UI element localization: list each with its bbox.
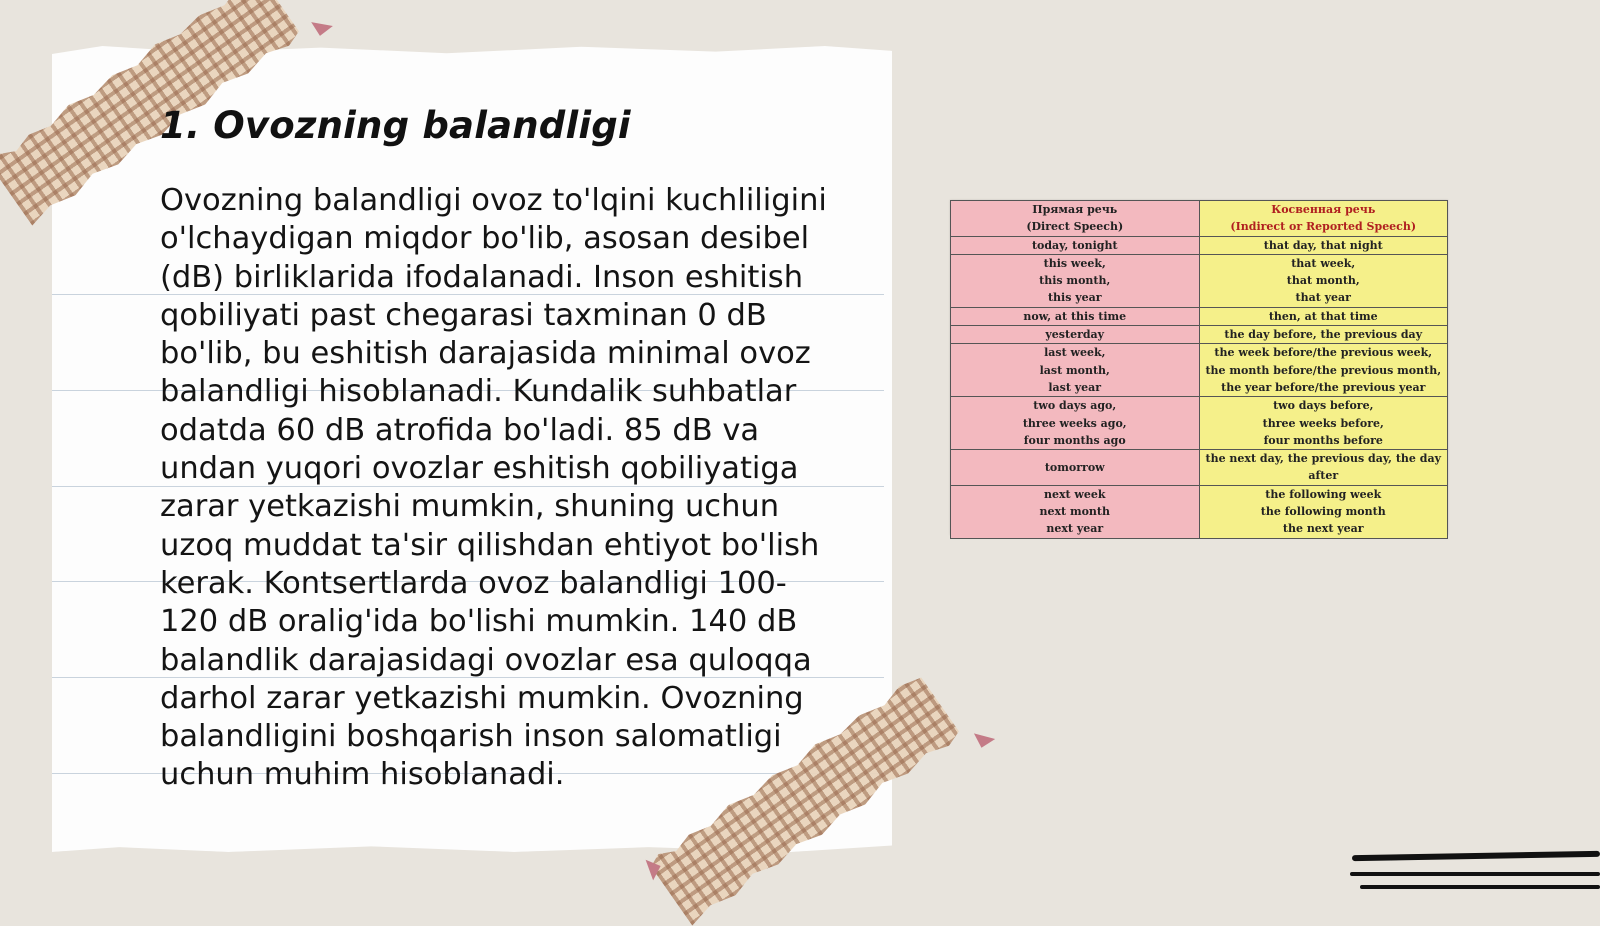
pin-marker (309, 22, 333, 38)
brush-stroke (1352, 851, 1600, 861)
table-row (951, 450, 1448, 486)
table-row (951, 254, 1448, 307)
direct-speech-cell: two days ago, three weeks ago, four months ago (951, 397, 1200, 450)
indirect-speech-cell: that day, that night (1199, 236, 1448, 254)
table-row (951, 326, 1448, 344)
body-paragraph: Ovozning balandligi ovoz to'lqini kuchliligini o'lchaydigan miqdor bo'lib, asosan desibel (dB) birliklarida ifodalanadi. Inson eshitish qobiliyati past chegarasi taxminan 0 dB bo'lib, bu eshitish darajasida minimal ovoz balandligi hisoblanadi. Kundalik suhbatlar odatda 60 dB atrofida bo'ladi. 85 dB va undan yuqori ovozlar eshitish qobiliyatiga zarar yetkazishi mumkin, shuning uchun uzoq muddat ta'sir qilishdan ehtiyot bo'lish kerak. Kontsertlarda ovoz balandligi 100-120 dB oralig'ida bo'lishi mumkin. 140 dB balandlik darajasidagi ovozlar esa quloqqa darhol zarar yetkazishi mumkin. Ovozning balandligini boshqarish inson salomatligi uchun muhim hisoblanadi. (160, 183, 827, 793)
direct-speech-cell: last week, last month, last year (951, 344, 1200, 397)
table-row (951, 344, 1448, 397)
indirect-speech-cell: the day before, the previous day (1199, 326, 1448, 344)
direct-speech-cell: next week next month next year (951, 485, 1200, 538)
brush-stroke (1360, 885, 1600, 889)
direct-speech-cell: yesterday (951, 326, 1200, 344)
indirect-speech-cell: two days before, three weeks before, four months before (1199, 397, 1448, 450)
header-indirect-speech: Косвенная речь (Indirect or Reported Speech) (1199, 201, 1448, 237)
table-header-row (951, 201, 1448, 237)
indirect-speech-cell: then, at that time (1199, 307, 1448, 325)
indirect-speech-cell: the week before/the previous week, the month before/the previous month, the year before/the previous year (1199, 344, 1448, 397)
direct-speech-cell: now, at this time (951, 307, 1200, 325)
indirect-speech-cell: the next day, the previous day, the day after (1199, 450, 1448, 486)
indirect-speech-cell: the following week the following month the next year (1199, 485, 1448, 538)
table-row (951, 307, 1448, 325)
speech-table-image (950, 200, 1448, 535)
slide-title: 1. Ovozning balandligi (160, 104, 631, 147)
indirect-speech-cell: that week, that month, that year (1199, 254, 1448, 307)
brush-stroke (1350, 872, 1600, 876)
table-row (951, 236, 1448, 254)
table-row (951, 485, 1448, 538)
direct-speech-cell: tomorrow (951, 450, 1200, 486)
reported-speech-table (950, 200, 1448, 539)
direct-speech-cell: today, tonight (951, 236, 1200, 254)
pin-marker (971, 733, 995, 750)
direct-speech-cell: this week, this month, this year (951, 254, 1200, 307)
header-direct-speech: Прямая речь (Direct Speech) (951, 201, 1200, 237)
table-row (951, 397, 1448, 450)
table-body (951, 236, 1448, 538)
